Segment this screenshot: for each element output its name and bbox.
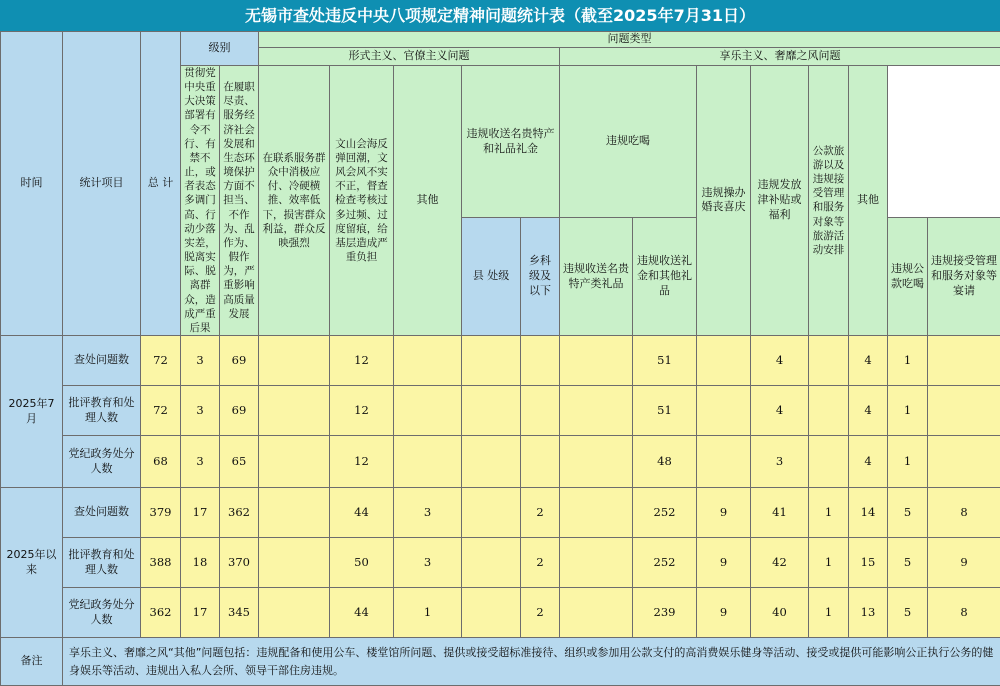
cell-f1 [259, 336, 330, 386]
cell-total: 72 [141, 386, 181, 436]
header-dining: 违规吃喝 [560, 65, 697, 217]
cell-h2a [697, 336, 751, 386]
cell-h6: 9 [928, 538, 1000, 588]
cell-county: 3 [181, 436, 220, 488]
cell-h6: 8 [928, 588, 1000, 638]
cell-f2: 44 [330, 488, 394, 538]
cell-h2b: 42 [751, 538, 809, 588]
cell-f2: 44 [330, 588, 394, 638]
cell-county: 17 [181, 588, 220, 638]
note-text: 享乐主义、奢靡之风“其他”问题包括：违规配备和使用公车、楼堂馆所问题、提供或接受超标准接待、组织或参加用公款支付的高消费娱乐健身等活动、接受或提供可能影响公正执行公务的健身娱乐等活动、违规出入私人会所、领导干部住房违规。 [63, 638, 1000, 686]
cell-h6: 8 [928, 488, 1000, 538]
cell-total: 68 [141, 436, 181, 488]
header-time: 时间 [1, 32, 63, 336]
cell-f5 [521, 436, 560, 488]
cell-h4: 15 [849, 538, 888, 588]
cell-township: 370 [220, 538, 259, 588]
cell-h2b: 4 [751, 386, 809, 436]
cell-h2a [697, 386, 751, 436]
header-county-level: 县 处级 [462, 218, 521, 336]
header-travel: 公款旅游以及违规接受管理和服务对象等旅游活动安排 [809, 65, 849, 335]
header-township-level: 乡科级及以下 [521, 218, 560, 336]
cell-h5: 5 [888, 538, 928, 588]
cell-h1b: 239 [633, 588, 697, 638]
cell-h5: 5 [888, 488, 928, 538]
cell-h1a [560, 538, 633, 588]
cell-county: 3 [181, 386, 220, 436]
cell-f2: 12 [330, 336, 394, 386]
cell-h1a [560, 588, 633, 638]
cell-h3 [809, 336, 849, 386]
cell-county: 17 [181, 488, 220, 538]
cell-h4: 4 [849, 386, 888, 436]
cell-township: 69 [220, 336, 259, 386]
cell-f1 [259, 538, 330, 588]
cell-h5: 1 [888, 386, 928, 436]
cell-h1b: 48 [633, 436, 697, 488]
row-item-label: 党纪政务处分人数 [63, 436, 141, 488]
cell-h2a [697, 436, 751, 488]
header-formalism: 形式主义、官僚主义问题 [259, 47, 560, 65]
table-title: 无锡市查处违反中央八项规定精神问题统计表（截至2025年7月31日） [0, 0, 1000, 31]
cell-f3 [394, 336, 462, 386]
cell-h1b: 252 [633, 488, 697, 538]
header-allowances: 违规发放津补贴或福利 [751, 65, 809, 335]
cell-total: 362 [141, 588, 181, 638]
cell-f1 [259, 588, 330, 638]
cell-county: 18 [181, 538, 220, 588]
header-hedonism-other: 其他 [849, 65, 888, 335]
cell-h1a [560, 488, 633, 538]
row-item-label: 党纪政务处分人数 [63, 588, 141, 638]
cell-total: 72 [141, 336, 181, 386]
cell-h2b: 41 [751, 488, 809, 538]
header-formalism-4: 文山会海反弹回潮，文风会风不实不正，督查检查考核过多过频、过度留痕，给基层造成严重负担 [330, 65, 394, 335]
cell-township: 69 [220, 386, 259, 436]
cell-h2b: 3 [751, 436, 809, 488]
cell-township: 65 [220, 436, 259, 488]
header-level: 级别 [181, 32, 259, 66]
header-dining-public: 违规公款吃喝 [888, 218, 928, 336]
cell-h3: 1 [809, 588, 849, 638]
cell-h3: 1 [809, 488, 849, 538]
cell-h6 [928, 386, 1000, 436]
row-item-label: 批评教育和处理人数 [63, 386, 141, 436]
cell-h1b: 51 [633, 336, 697, 386]
cell-h5: 5 [888, 588, 928, 638]
cell-h1a [560, 436, 633, 488]
cell-f4 [462, 538, 521, 588]
cell-h1a [560, 336, 633, 386]
cell-h5: 1 [888, 436, 928, 488]
cell-township: 345 [220, 588, 259, 638]
cell-h2a: 9 [697, 588, 751, 638]
cell-total: 379 [141, 488, 181, 538]
cell-h2a: 9 [697, 538, 751, 588]
cell-h4: 13 [849, 588, 888, 638]
cell-h1b: 252 [633, 538, 697, 588]
statistics-table [0, 31, 1000, 686]
cell-h2a: 9 [697, 488, 751, 538]
group-time-label: 2025年7月 [1, 336, 63, 488]
cell-h5: 1 [888, 336, 928, 386]
cell-f2: 50 [330, 538, 394, 588]
cell-f1 [259, 386, 330, 436]
header-formalism-2: 在履职尽责、服务经济社会发展和生态环境保护方面不担当、不作为、乱作为、假作为，严重影响高质量发展 [220, 65, 259, 335]
cell-f2: 12 [330, 386, 394, 436]
cell-f3 [394, 386, 462, 436]
cell-f4 [462, 488, 521, 538]
cell-h4: 4 [849, 436, 888, 488]
cell-f5: 2 [521, 588, 560, 638]
header-weddings-funerals: 违规操办婚丧喜庆 [697, 65, 751, 335]
cell-total: 388 [141, 538, 181, 588]
cell-f3: 3 [394, 538, 462, 588]
cell-h6 [928, 436, 1000, 488]
note-label: 备注 [1, 638, 63, 686]
cell-f4 [462, 436, 521, 488]
cell-f5 [521, 386, 560, 436]
cell-h3 [809, 386, 849, 436]
cell-h3 [809, 436, 849, 488]
header-total: 总 计 [141, 32, 181, 336]
cell-h1b: 51 [633, 386, 697, 436]
cell-h4: 4 [849, 336, 888, 386]
header-formalism-other: 其他 [394, 65, 462, 335]
cell-f4 [462, 336, 521, 386]
header-hedonism: 享乐主义、奢靡之风问题 [560, 47, 1000, 65]
group-time-label: 2025年以来 [1, 488, 63, 638]
cell-f5 [521, 336, 560, 386]
cell-f2: 12 [330, 436, 394, 488]
row-item-label: 查处问题数 [63, 336, 141, 386]
cell-h3: 1 [809, 538, 849, 588]
cell-f1 [259, 436, 330, 488]
cell-township: 362 [220, 488, 259, 538]
header-item: 统计项目 [63, 32, 141, 336]
cell-h1a [560, 386, 633, 436]
header-gifts: 违规收送名贵特产和礼品礼金 [462, 65, 560, 217]
cell-h4: 14 [849, 488, 888, 538]
cell-f1 [259, 488, 330, 538]
cell-f3: 3 [394, 488, 462, 538]
cell-h2b: 4 [751, 336, 809, 386]
cell-f4 [462, 386, 521, 436]
row-item-label: 批评教育和处理人数 [63, 538, 141, 588]
cell-f3: 1 [394, 588, 462, 638]
header-problem-type: 问题类型 [259, 32, 1000, 48]
cell-h2b: 40 [751, 588, 809, 638]
header-formalism-3: 在联系服务群众中消极应付、冷硬横推、效率低下，损害群众利益，群众反映强烈 [259, 65, 330, 335]
cell-h6 [928, 336, 1000, 386]
row-item-label: 查处问题数 [63, 488, 141, 538]
header-gifts-specialty: 违规收送名贵特产类礼品 [560, 218, 633, 336]
cell-f3 [394, 436, 462, 488]
cell-f5: 2 [521, 488, 560, 538]
header-formalism-1: 贯彻党中央重大决策部署有令不行、有禁不止，或者表态多调门高、行动少落实差，脱离实际、脱离群众，造成严重后果 [181, 65, 220, 335]
header-gifts-money: 违规收送礼金和其他礼品 [633, 218, 697, 336]
cell-f4 [462, 588, 521, 638]
cell-county: 3 [181, 336, 220, 386]
header-dining-banquet: 违规接受管理和服务对象等宴请 [928, 218, 1000, 336]
cell-f5: 2 [521, 538, 560, 588]
